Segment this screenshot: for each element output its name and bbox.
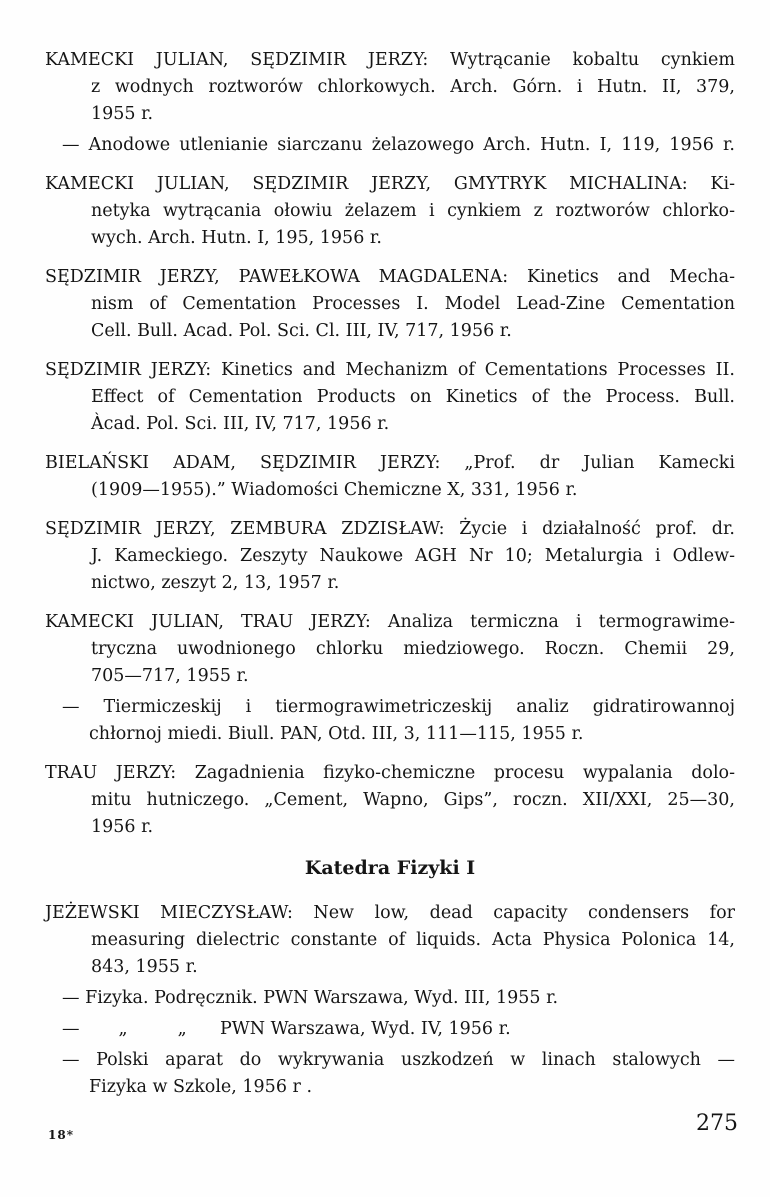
bibliography-entry — [45, 609, 735, 690]
bibliography-entry — [45, 171, 735, 252]
entry-line: — Anodowe utlenianie siarczanu żelazowego Arch. Hutn. I, 119, 1956 r. — [62, 135, 735, 155]
dash-entry — [45, 694, 735, 748]
entry-line-ditto: — „ „ PWN Warszawa, Wyd. IV, 1956 r. — [62, 1019, 511, 1039]
entry-line: (1909—1955).” Wiadomości Chemiczne X, 331, 1956 r. — [91, 480, 578, 500]
dash-entry — [45, 132, 735, 159]
dash-entry — [45, 985, 735, 1012]
entry-line: wych. Arch. Hutn. I, 195, 1956 r. — [91, 228, 382, 248]
entry-line: BIELAŃSKI ADAM, SĘDZIMIR JERZY: „Prof. dr Julian Kamecki — [45, 453, 735, 473]
entry-line: KAMECKI JULIAN, SĘDZIMIR JERZY, GMYTRYK MICHALINA: Ki- — [45, 174, 735, 194]
bibliography-entry — [45, 264, 735, 345]
entry-line: TRAU JERZY: Zagadnienia fizyko-chemiczne procesu wypalania dolo- — [45, 763, 735, 783]
entry-line: 1956 r. — [91, 817, 154, 837]
dash-entry — [45, 1047, 735, 1101]
entry-line: SĘDZIMIR JERZY, PAWEŁKOWA MAGDALENA: Kinetics and Mecha- — [45, 267, 735, 287]
entry-line: 1955 r. — [91, 104, 154, 124]
entry-line: KAMECKI JULIAN, SĘDZIMIR JERZY: Wytrącanie kobaltu cynkiem — [45, 50, 735, 70]
bibliography-entry — [45, 450, 735, 504]
entry-line: J. Kameckiego. Zeszyty Naukowe AGH Nr 10; Metalurgia i Odlew- — [91, 546, 735, 566]
section-heading: Katedra Fizyki I — [304, 857, 476, 879]
entry-line: — Tiermiczeskij i tiermograwimetriczeskij analiz gidratirowannoj — [62, 697, 735, 717]
entry-line: Àcad. Pol. Sci. III, IV, 717, 1956 r. — [91, 414, 390, 434]
bibliography-entry — [45, 516, 735, 597]
entry-line: SĘDZIMIR JERZY, ZEMBURA ZDZISŁAW: Życie i działalność prof. dr. — [45, 519, 735, 539]
entry-line: SĘDZIMIR JERZY: Kinetics and Mechanizm of Cementations Processes II. — [45, 360, 735, 380]
entry-line: 705—717, 1955 r. — [91, 666, 249, 686]
entry-line: — Fizyka. Podręcznik. PWN Warszawa, Wyd. III, 1955 r. — [62, 988, 559, 1008]
entry-line: JEŻEWSKI MIECZYSŁAW: New low, dead capacity condensers for — [45, 903, 735, 923]
entry-line: mitu hutniczego. „Cement, Wapno, Gips”, roczn. XII/XXI, 25—30, — [91, 790, 735, 810]
entry-line: measuring dielectric constante of liquids. Acta Physica Polonica 14, — [91, 930, 735, 950]
dash-entry — [45, 1016, 735, 1043]
bibliography-entry — [45, 760, 735, 841]
entry-line: Fizyka w Szkole, 1956 r . — [89, 1077, 313, 1097]
bibliography-entry — [45, 900, 735, 981]
entry-line: netyka wytrącania ołowiu żelazem i cynkiem z roztworów chlorko- — [91, 201, 735, 221]
entry-line: nictwo, zeszyt 2, 13, 1957 r. — [91, 573, 340, 593]
entry-line: nism of Cementation Processes I. Model Lead-Zine Cementation — [91, 294, 735, 314]
printer-signature: 18* — [48, 1128, 74, 1142]
entry-line: — Polski aparat do wykrywania uszkodzeń w linach stalowych — — [62, 1050, 735, 1070]
page-number: 275 — [696, 1111, 738, 1136]
bibliography-entry — [45, 47, 735, 128]
entry-line: KAMECKI JULIAN, TRAU JERZY: Analiza termiczna i termograwime- — [45, 612, 735, 632]
entry-line: Cell. Bull. Acad. Pol. Sci. Cl. III, IV, 717, 1956 r. — [91, 321, 512, 341]
entry-line: tryczna uwodnionego chlorku miedziowego. Roczn. Chemii 29, — [91, 639, 735, 659]
entry-line: 843, 1955 r. — [91, 957, 198, 977]
entry-line: Effect of Cementation Products on Kinetics of the Process. Bull. — [91, 387, 735, 407]
bibliography-entry — [45, 357, 735, 438]
entry-line: z wodnych roztworów chlorkowych. Arch. Górn. i Hutn. II, 379, — [91, 77, 735, 97]
entry-line: chłornoj miedi. Biull. PAN, Otd. III, 3, 111—115, 1955 r. — [89, 724, 584, 744]
